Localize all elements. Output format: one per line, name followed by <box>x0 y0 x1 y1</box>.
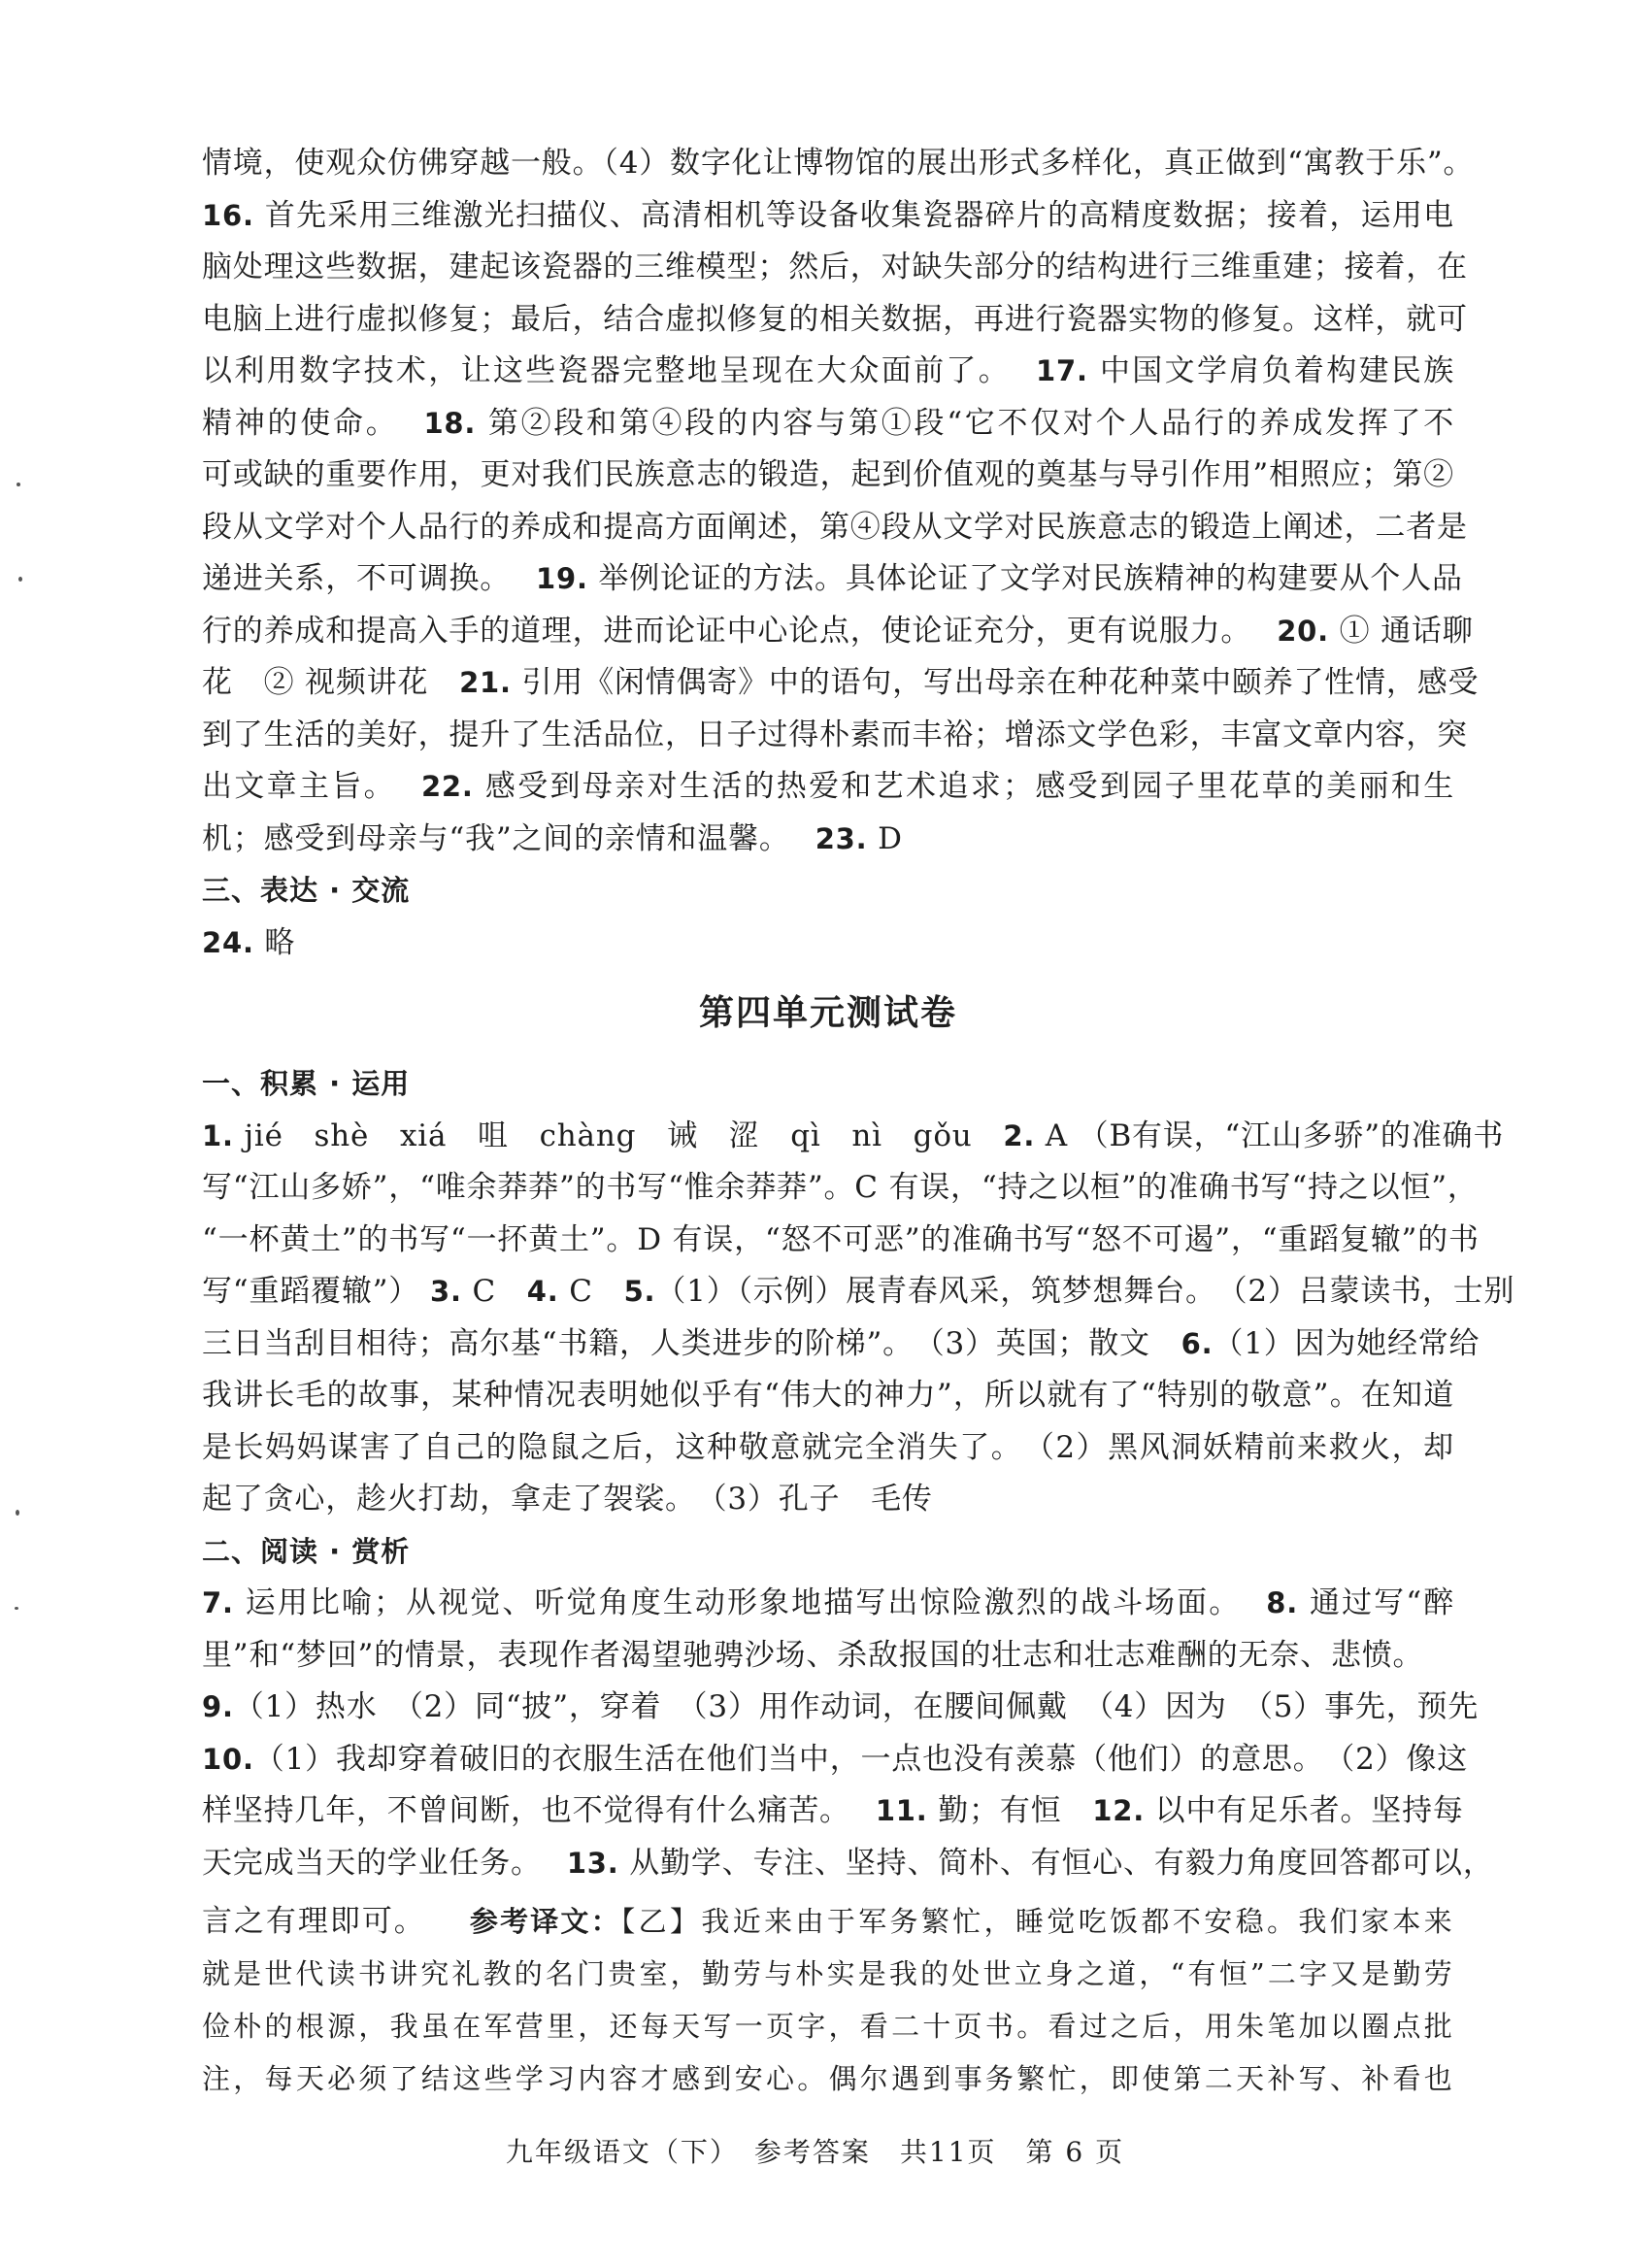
question-number: 1. <box>202 1118 234 1152</box>
translation-line <box>202 1895 1454 1948</box>
margin-mark <box>16 1510 19 1516</box>
section-heading-accumulation: 一、积累 · 运用 <box>202 1067 411 1100</box>
answer-text: 写“重蹈覆辙”） <box>202 1274 420 1309</box>
margin-mark <box>18 577 22 582</box>
answer-text: 行的养成和提高入手的道理，进而论证中心论点，使论证充分，更有说服力。 <box>202 613 1252 649</box>
margin-mark <box>15 1607 18 1610</box>
text-line <box>202 710 1468 762</box>
question-number: 2. <box>1003 1118 1036 1152</box>
answer-text: 里”和“梦回”的情景，表现作者渴望驰骋沙场、杀敌报国的壮志和壮志难酬的无奈、悲愤。 <box>202 1637 1424 1673</box>
answer-text: 是长妈妈谋害了自己的隐鼠之后，这种敬意就完全消失了。 （2）黑风洞妖精前来救火，却 <box>202 1429 1454 1465</box>
answer-page <box>202 138 1515 2105</box>
answer-text: （1）因为她经常给 <box>1213 1325 1480 1361</box>
text-line <box>202 1838 1494 1890</box>
question-number: 11. <box>875 1794 928 1827</box>
answer-text: 运用比喻；从视觉、听觉角度生动形象地描写出惊险激烈的战斗场面。 <box>233 1585 1242 1620</box>
section-heading-reading: 二、阅读 · 赏析 <box>202 1534 411 1568</box>
text-line <box>202 1370 1454 1422</box>
answer-text: D <box>867 820 903 856</box>
text-line <box>202 450 1454 502</box>
answer-text: 首先采用三维激光扫描仪、高清相机等设备收集瓷器碎片的高精度数据；接着，运用电 <box>253 197 1454 233</box>
question-number: 20. <box>1277 614 1329 648</box>
answer-text: 机；感受到母亲与“我”之间的亲情和温馨。 <box>202 820 790 856</box>
text-line <box>202 190 1454 243</box>
translation-text: 【乙】我近来由于军务繁忙，睡觉吃饭都不安稳。我们家本来 <box>620 1905 1454 1938</box>
translation-label: 参考译文： <box>468 1905 621 1938</box>
text-line <box>202 1318 1480 1371</box>
unit-title: 第四单元测试卷 <box>698 993 957 1033</box>
question-number: 21. <box>459 666 512 699</box>
text-line <box>202 138 1475 190</box>
answer-text: 可或缺的重要作用，更对我们民族意志的锻造，起到价值观的奠基与导引作用”相照应；第② <box>202 457 1454 492</box>
translation-line: 就是世代读书讲究礼教的名门贵室，勤劳与朴实是我的处世立身之道，“有恒”二字又是勤劳 <box>202 1957 1454 1990</box>
unit-4-accumulation-answers <box>202 1111 1515 1526</box>
section-heading-expression: 三、表达 · 交流 <box>202 874 411 907</box>
text-line <box>202 1266 1515 1318</box>
answer-text: 通过写“醉 <box>1298 1585 1454 1620</box>
answer-text: 略 <box>253 924 296 960</box>
question-number: 10. <box>202 1742 254 1776</box>
answer-text: 言之有理即可。 <box>202 1904 426 1939</box>
question-number: 12. <box>1092 1794 1146 1827</box>
translation-line: 俭朴的根源，我虽在军营里，还每天写一页字，看二十页书。看过之后，用朱笔加以圈点批 <box>202 2010 1454 2043</box>
text-line <box>202 1111 1505 1163</box>
text-line <box>202 346 1454 398</box>
answer-text: 段从文学对个人品行的养成和提高方面阐述，第④段从文学对民族意志的锻造上阐述，二者是 <box>202 509 1468 545</box>
answer-text: 精神的使命。 <box>202 405 399 441</box>
answer-text: 感受到母亲对生活的热爱和艺术追求；感受到园子里花草的美丽和生 <box>473 769 1454 804</box>
answer-text: 样坚持几年，不曾间断，也不觉得有什么痛苦。 <box>202 1793 850 1828</box>
answer-text: “一杯黄土”的书写“一抔黄土”。D 有误，“怒不可恶”的准确书写“怒不可遏”，“重蹈复辙”的书 <box>202 1221 1480 1257</box>
answer-text: 第②段和第④段的内容与第①段“它不仅对个人品行的养成发挥了不 <box>476 405 1454 441</box>
answer-text: A （B有误，“江山多骄”的准确书 <box>1035 1117 1505 1153</box>
question-number: 9. <box>202 1690 234 1723</box>
answer-text: 递进关系，不可调换。 <box>202 561 511 596</box>
text-line <box>202 1422 1454 1475</box>
text-line <box>202 606 1474 658</box>
question-number: 24. <box>202 925 254 959</box>
question-number: 5. <box>623 1275 656 1308</box>
answer-text: 情境，使观众仿佛穿越一般。（4）数字化让博物馆的展出形式多样化，真正做到“寓教于乐”。 <box>202 146 1475 181</box>
question-number: 3. <box>419 1275 462 1308</box>
margin-mark <box>17 483 20 486</box>
translation-line: 注，每天必须了结这些学习内容才感到安心。偶尔遇到事务繁忙，即使第二天补写、补看也 <box>202 2062 1454 2095</box>
answer-text: C <box>558 1274 624 1309</box>
text-line <box>202 1734 1469 1786</box>
text-line <box>202 553 1463 606</box>
question-number: 7. <box>202 1586 234 1619</box>
unit-3-answers-continued <box>202 138 1480 865</box>
answer-text: 花 ② 视频讲花 <box>202 665 460 700</box>
question-number: 6. <box>1181 1326 1214 1360</box>
unit-4-reading-answers <box>202 1578 1494 1889</box>
text-line <box>202 1630 1454 1683</box>
answer-text: 我讲长毛的故事，某种情况表明她似乎有“伟大的神力”，所以就有了“特别的敬意”。在知道 <box>202 1378 1454 1413</box>
question-number: 18. <box>423 406 477 440</box>
text-line <box>202 1162 1479 1215</box>
unit-title-row <box>202 969 1454 1058</box>
answer-text: 勤；有恒 <box>927 1793 1093 1828</box>
question-number: 17. <box>1036 354 1088 387</box>
question-number: 13. <box>566 1846 619 1880</box>
text-line <box>202 1474 1454 1526</box>
answer-text: 出文章主旨。 <box>202 769 396 804</box>
answer-text: （1）热水 （2）同“披”，穿着 （3）用作动词，在腰间佩戴 （4）因为 （5）事先，预先 <box>233 1689 1480 1724</box>
text-line <box>202 1578 1454 1630</box>
text-line <box>202 398 1454 450</box>
question-number: 4. <box>526 1275 559 1308</box>
question-number: 8. <box>1266 1586 1299 1619</box>
text-line <box>202 657 1480 710</box>
text-line <box>202 242 1468 294</box>
question-number: 22. <box>420 770 474 803</box>
question-number: 23. <box>815 821 868 855</box>
text-line <box>202 814 1454 866</box>
answer-text: （1）（示例）展青春风采，筑梦想舞台。 （2）吕蒙读书，士别 <box>655 1274 1515 1309</box>
text-line <box>202 294 1468 347</box>
text-line <box>202 1785 1464 1838</box>
question-number: 16. <box>202 198 254 232</box>
answer-text: 起了贪心，趁火打劫，拿走了袈裟。 （3）孔子 毛传 <box>202 1482 933 1517</box>
answer-text: C <box>461 1274 527 1309</box>
answer-24 <box>202 917 1454 970</box>
answer-text: jié shè xiá 咀 chàng 诫 涩 qì nì gǒu <box>233 1117 1004 1153</box>
answer-text: ① 通话聊 <box>1328 613 1474 649</box>
answer-text: 脑处理这些数据，建起该瓷器的三维模型；然后，对缺失部分的结构进行三维重建；接着，在 <box>202 250 1468 284</box>
text-line <box>202 1682 1480 1734</box>
text-line <box>202 761 1454 814</box>
question-number: 19. <box>536 562 588 595</box>
answer-text: 电脑上进行虚拟修复；最后，结合虚拟修复的相关数据，再进行瓷器实物的修复。这样，就可 <box>202 301 1468 337</box>
answer-text: 举例论证的方法。具体论证了文学对民族精神的构建要从个人品 <box>587 561 1463 596</box>
text-line <box>202 1215 1480 1267</box>
reference-translation <box>202 1895 1454 2105</box>
text-line <box>202 502 1468 554</box>
page-footer: 九年级语文（下） 参考答案 共11页 第 6 页 <box>505 2136 1125 2168</box>
answer-text: 到了生活的美好，提升了生活品位，日子过得朴素而丰裕；增添文学色彩，丰富文章内容，突 <box>202 717 1468 752</box>
answer-text: 天完成当天的学业任务。 <box>202 1845 542 1881</box>
answer-text: 以中有足乐者。坚持每 <box>1145 1793 1464 1828</box>
answer-text: 三日当刮目相待；高尔基“书籍，人类进步的阶梯”。 （3）英国；散文 <box>202 1325 1181 1361</box>
answer-text: 从勤学、专注、坚持、简朴、有恒心、有毅力角度回答都可以， <box>618 1845 1494 1881</box>
answer-text: （1）我却穿着破旧的衣服生活在他们当中，一点也没有羡慕（他们）的意思。 （2）像这 <box>253 1741 1469 1777</box>
answer-text: 以利用数字技术，让这些瓷器完整地呈现在大众面前了。 <box>202 353 1012 388</box>
answer-text: 写“江山多娇”，“唯余莽莽”的书写“惟余莽莽”。C 有误，“持之以桓”的准确书写“持之以恒”， <box>202 1170 1479 1205</box>
answer-text: 中国文学肩负着构建民族 <box>1087 353 1454 388</box>
answer-text: 引用《闲情偶寄》中的语句，写出母亲在种花种菜中颐养了性情，感受 <box>511 665 1480 700</box>
